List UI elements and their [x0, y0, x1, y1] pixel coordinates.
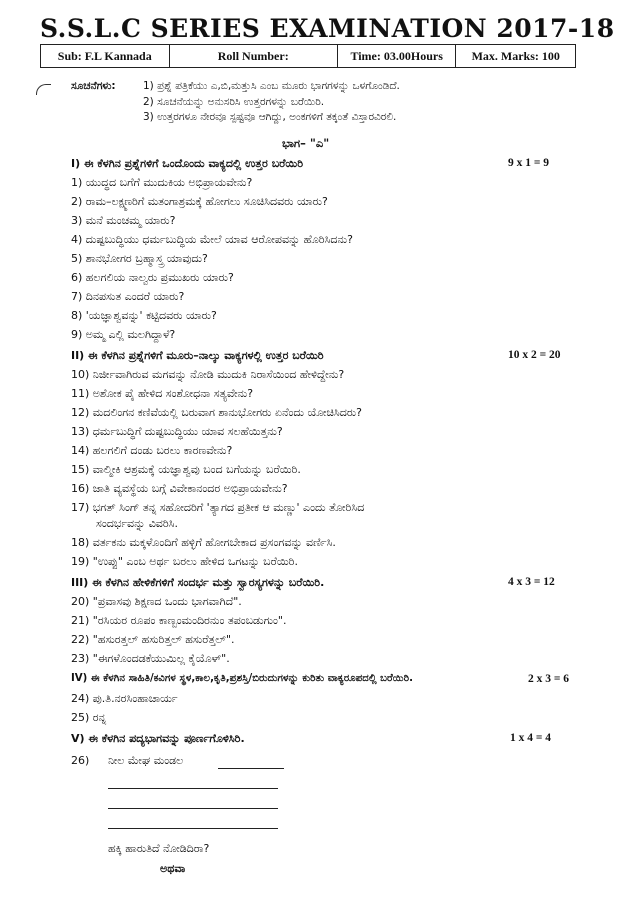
section-5-heading: V) ಈ ಕೆಳಗಿನ ಪದ್ಯಭಾಗವನ್ನು ಪೂರ್ಣಗೊಳಿಸಿರಿ. — [71, 732, 245, 745]
question: 3) ಮನೆ ಮಂಚಮ್ಮ ಯಾರು? — [71, 214, 176, 227]
question: 7) ದಿನಪಸುತ ಎಂದರೆ ಯಾರು? — [71, 290, 185, 303]
question: 5) ಶಾನಭೋಗರ ಬ್ರಹ್ಮಾಸ್ತ್ರ ಯಾವುದು? — [71, 252, 208, 265]
time-cell: Time: 03.00Hours — [338, 45, 457, 67]
question-number: 26) — [71, 754, 90, 767]
question: 2) ರಾಮ–ಲಕ್ಷ್ಮಣರಿಗೆ ಮತಂಗಾಶ್ರಮಕ್ಕೆ ಹೋಗಲು ಸೂಚಿಸಿದವರು ಯಾರು? — [71, 195, 328, 208]
section-3-marks: 4 x 3 = 12 — [508, 576, 555, 588]
question: 8) 'ಯಜ್ಞಾಶ್ವವನ್ನು' ಕಟ್ಟಿದವರು ಯಾರು? — [71, 309, 217, 322]
question: 14) ಹಲಗಲಿಗೆ ದಂಡು ಬರಲು ಕಾರಣವೇನು? — [71, 444, 233, 457]
question: 15) ವಾಲ್ಮೀಕಿ ಆಶ್ರಮಕ್ಕೆ ಯಜ್ಞಾಶ್ವವು ಬಂದ ಬಗೆಯನ್ನು ಬರೆಯಿರಿ. — [71, 463, 301, 476]
question: 16) ಜಾತಿ ವ್ಯವಸ್ಥೆಯ ಬಗ್ಗೆ ವಿವೇಕಾನಂದರ ಅಭಿಪ್ರಾಯವೇನು? — [71, 482, 288, 495]
part-a-title: ಭಾಗ– "ಎ" — [282, 136, 330, 150]
section-1-marks: 9 x 1 = 9 — [508, 157, 550, 169]
instruction-item: 2) ಸೂಚನೆಯನ್ನು ಅನುಸರಿಸಿ ಉತ್ತರಗಳನ್ನು ಬರೆಯಿರಿ. — [143, 96, 325, 108]
section-1-heading: I) ಈ ಕೆಳಗಿನ ಪ್ರಶ್ನೆಗಳಿಗೆ ಒಂದೊಂದು ವಾಕ್ಯದಲ್ಲಿ ಉತ್ತರ ಬರೆಯಿರಿ — [71, 157, 304, 170]
section-3-heading: III) ಈ ಕೆಳಗಿನ ಹೇಳಿಕೆಗಳಿಗೆ ಸಂದರ್ಭ ಮತ್ತು ಸ್ವಾರಸ್ಯಗಳನ್ನು ಬರೆಯಿರಿ. — [71, 576, 325, 589]
question: 6) ಹಲಗಲಿಯ ನಾಲ್ವರು ಪ್ರಮುಖರು ಯಾರು? — [71, 271, 234, 284]
question: 22) "ಹಸುರತ್ತಲ್ ಹಸುರಿತ್ತಲ್ ಹಸುರೆತ್ತಲ್". — [71, 633, 235, 646]
question: 17) ಭಗತ್ ಸಿಂಗ್ ತನ್ನ ಸಹೋದರಿಗೆ 'ತ್ಯಾಗದ ಪ್ರತೀಕ ಆ ಮಣ್ಣು' ಎಂದು ತೋರಿಸಿದ — [71, 501, 365, 514]
question: 12) ಮದಲಿಂಗನ ಕಣಿವೆಯಲ್ಲಿ ಬರುವಾಗ ಶಾನುಭೋಗರು ಏನೆಂದು ಯೋಚಿಸಿದರು? — [71, 406, 362, 419]
instructions-label: ಸೂಚನೆಗಳು: — [71, 80, 116, 92]
question-continuation: ಸಂದರ್ಭವನ್ನು ವಿವರಿಸಿ. — [96, 517, 178, 530]
exam-title: S.S.L.C SERIES EXAMINATION 2017-18 — [40, 14, 615, 43]
section-4-heading: IV) ಈ ಕೆಳಗಿನ ಸಾಹಿತಿ/ಕವಿಗಳ ಸ್ಥಳ,ಕಾಲ,ಕೃತಿ,ಪ್ರಶಸ್ತಿ/ಬಿರುದುಗಳನ್ನು ಕುರಿತು ವಾಕ್ಯರೂಪದಲ್ಲಿ ಬರೆಯಿರಿ. — [71, 673, 414, 684]
page-corner-mark — [36, 84, 51, 95]
answer-blank-line — [108, 828, 278, 829]
section-4-marks: 2 x 3 = 6 — [528, 673, 570, 685]
question: 10) ನಿರ್ಜೀವಾಗಿರುವ ಮಗವನ್ನು ನೋಡಿ ಮುದುಕಿ ನಿರಾಸೆಯಿಂದ ಹೇಳಿದ್ದೇನು? — [71, 368, 345, 381]
question: 9) ಅಮ್ಮ ಎಲ್ಲಿ ಮಲಗಿದ್ದಾಳೆ? — [71, 328, 176, 341]
answer-blank-line — [108, 788, 278, 789]
roll-number-cell: Roll Number: — [170, 45, 338, 67]
question: 19) "ಉಪ್ಪು" ಎಂಬ ಅರ್ಥ ಬರಲು ಹೇಳಿದ ಒಗಟನ್ನು ಬರೆಯಿರಿ. — [71, 555, 298, 568]
question: 4) ದುಷ್ಟಬುದ್ಧಿಯು ಧರ್ಮಬುದ್ಧಿಯ ಮೇಲೆ ಯಾವ ಆರೋಪವನ್ನು ಹೊರಿಸಿದನು? — [71, 233, 353, 246]
instruction-item: 1) ಪ್ರಶ್ನೆ ಪತ್ರಿಕೆಯು ಎ,ಬಿ,ಮತ್ತುಸಿ ಎಂಬ ಮೂರು ಭಾಗಗಳನ್ನು ಒಳಗೊಂಡಿದೆ. — [143, 80, 400, 92]
max-marks-cell: Max. Marks: 100 — [471, 48, 560, 63]
section-2-heading: II) ಈ ಕೆಳಗಿನ ಪ್ರಶ್ನೆಗಳಿಗೆ ಮೂರು–ನಾಲ್ಕು ವಾಕ್ಯಗಳಲ್ಲಿ ಉತ್ತರ ಬರೆಯಿರಿ — [71, 349, 324, 362]
question: 21) "ರಸಿಯರ ರೂಪಂ ಕಾಣ್ಬಂಮಂದಿರನುಂ ತಪಂಬಡುಗುಂ". — [71, 614, 287, 627]
poem-line: ನೀಲ ಮೇಘ ಮಂಡಲ — [108, 754, 184, 767]
answer-blank-line — [108, 808, 278, 809]
answer-blank-line — [218, 768, 284, 769]
subject-cell: Sub: F.L Kannada — [41, 45, 170, 67]
question: 11) ಅಶೋಕ ಪೈ ಹೇಳಿದ ಸಂಶೋಧನಾ ಸತ್ಯವೇನು? — [71, 387, 254, 400]
question: 24) ಪು.ತಿ.ನರಸಿಂಹಾಚಾರ್ಯ — [71, 692, 178, 705]
section-2-marks: 10 x 2 = 20 — [508, 349, 561, 361]
question: 20) "ಪ್ರವಾಸವು ಶಿಕ್ಷಣದ ಒಂದು ಭಾಗವಾಗಿದೆ". — [71, 595, 242, 608]
section-5-marks: 1 x 4 = 4 — [510, 732, 552, 744]
header-table — [40, 44, 576, 68]
poem-line: ಹಕ್ಕಿ ಹಾರುತಿದೆ ನೋಡಿದಿರಾ? — [108, 842, 210, 855]
question: 25) ರನ್ನ — [71, 711, 107, 724]
question: 1) ಯುದ್ಧದ ಬಗೆಗೆ ಮುದುಕಿಯ ಅಭಿಪ್ರಾಯವೇನು? — [71, 176, 253, 189]
question: 23) "ಈಗಳೊಂದಡಕೆಯುಮಿಲ್ಲ ಕೈಯೊಳ್". — [71, 652, 230, 665]
or-label: ಅಥವಾ — [160, 862, 186, 875]
question: 13) ಧರ್ಮಬುದ್ಧಿಗೆ ದುಷ್ಟಬುದ್ಧಿಯು ಯಾವ ಸಲಹೆಯಿತ್ತನು? — [71, 425, 283, 438]
instruction-item: 3) ಉತ್ತರಗಳೂ ನೇರವೂ ಸ್ಪಷ್ಟವೂ ಆಗಿದ್ದು, ಅಂಕಗಳಿಗೆ ತಕ್ಕಂತೆ ವಿಸ್ತಾರವಿರಲಿ. — [143, 111, 397, 123]
question: 18) ವರ್ತಕನು ಮಕ್ಕಳೊಂದಿಗೆ ಹಳ್ಳಿಗೆ ಹೋಗಬೇಕಾದ ಪ್ರಸಂಗವನ್ನು ವರ್ಣಿಸಿ. — [71, 536, 336, 549]
